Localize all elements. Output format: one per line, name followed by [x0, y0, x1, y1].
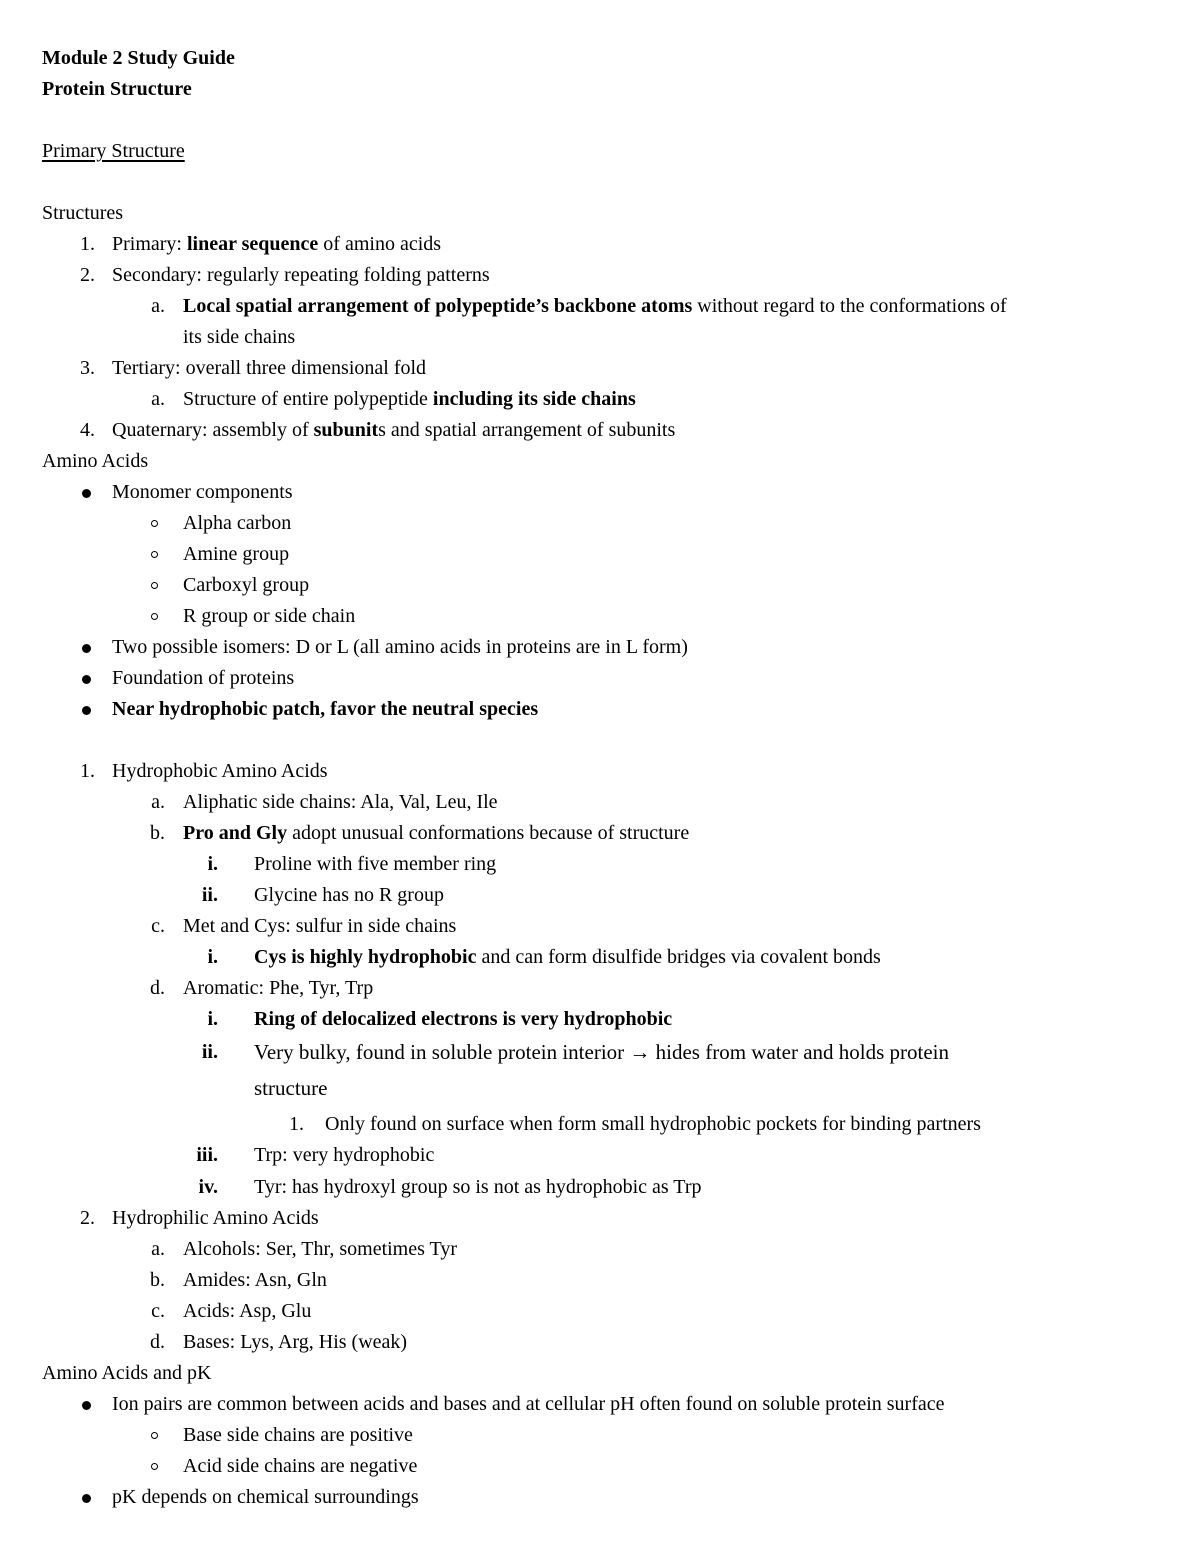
bullet-dot [82, 489, 91, 498]
list-marker: i. [207, 946, 218, 968]
list-item-quaternary: Quaternary: assembly of subunits and spatial arrangement of subunits [112, 419, 676, 441]
list-marker: iv. [198, 1176, 218, 1198]
list-item-very-bulky-cont: structure [254, 1076, 328, 1100]
list-item-base-positive: Base side chains are positive [183, 1424, 413, 1446]
list-item-met-cys: Met and Cys: sulfur in side chains [183, 915, 457, 937]
list-item-trp: Trp: very hydrophobic [254, 1144, 435, 1166]
list-marker: a. [151, 388, 165, 410]
list-marker: b. [150, 1269, 165, 1291]
list-marker: d. [150, 1331, 165, 1353]
list-item-tertiary: Tertiary: overall three dimensional fold [112, 357, 427, 379]
document-title: Module 2 Study Guide [42, 47, 235, 69]
bullet-circle [151, 1432, 158, 1439]
bullet-circle [151, 551, 158, 558]
list-item-hydrophilic-heading: Hydrophilic Amino Acids [112, 1207, 319, 1229]
list-marker: 2. [80, 1207, 95, 1229]
bullet-circle [151, 582, 158, 589]
list-marker: a. [151, 791, 165, 813]
list-item-bases: Bases: Lys, Arg, His (weak) [183, 1331, 408, 1353]
list-marker: ii. [201, 884, 218, 906]
list-marker: ii. [201, 1041, 218, 1063]
list-marker: c. [151, 915, 165, 937]
list-item-acid-negative: Acid side chains are negative [183, 1455, 418, 1477]
bullet-dot [82, 1494, 91, 1503]
list-item-aliphatic: Aliphatic side chains: Ala, Val, Leu, Ile [183, 791, 498, 813]
list-item-acids: Acids: Asp, Glu [183, 1300, 312, 1322]
bullet-dot [82, 1401, 91, 1410]
list-marker: 2. [80, 264, 95, 286]
list-item-alpha-carbon: Alpha carbon [183, 512, 292, 534]
list-item-cys-hydrophobic: Cys is highly hydrophobic and can form disulfide bridges via covalent bonds [254, 946, 881, 968]
list-item-very-bulky: Very bulky, found in soluble protein interior → hides from water and holds protein [254, 1040, 949, 1064]
list-marker: d. [150, 977, 165, 999]
bullet-circle [151, 1463, 158, 1470]
list-marker: a. [151, 1238, 165, 1260]
list-marker: i. [207, 1008, 218, 1030]
list-item-proline: Proline with five member ring [254, 853, 497, 875]
list-item-tyr: Tyr: has hydroxyl group so is not as hydrophobic as Trp [254, 1176, 702, 1198]
list-item-aromatic: Aromatic: Phe, Tyr, Trp [183, 977, 374, 999]
list-item-ring-electrons: Ring of delocalized electrons is very hydrophobic [254, 1008, 673, 1030]
list-marker: 1. [80, 760, 95, 782]
list-marker: c. [151, 1300, 165, 1322]
list-item-amides: Amides: Asn, Gln [183, 1269, 327, 1291]
bullet-circle [151, 520, 158, 527]
list-item-tertiary-a: Structure of entire polypeptide including its side chains [183, 388, 636, 410]
list-marker: 1. [80, 233, 95, 255]
list-item-hydrophobic-heading: Hydrophobic Amino Acids [112, 760, 328, 782]
list-item-amine-group: Amine group [183, 543, 290, 565]
list-item-ion-pairs: Ion pairs are common between acids and bases and at cellular pH often found on soluble protein surface [112, 1393, 945, 1415]
list-marker: a. [151, 295, 165, 317]
bullet-circle [151, 613, 158, 620]
list-marker: b. [150, 822, 165, 844]
heading-amino-acids-pk: Amino Acids and pK [42, 1362, 212, 1384]
list-item-r-group: R group or side chain [183, 605, 356, 627]
heading-amino-acids: Amino Acids [42, 450, 149, 472]
list-item-monomer: Monomer components [112, 481, 293, 503]
list-item-isomers: Two possible isomers: D or L (all amino acids in proteins are in L form) [112, 636, 688, 658]
list-item-alcohols: Alcohols: Ser, Thr, sometimes Tyr [183, 1238, 458, 1260]
list-item-surface-pockets: Only found on surface when form small hydrophobic pockets for binding partners [325, 1113, 981, 1135]
list-item-pro-gly: Pro and Gly adopt unusual conformations because of structure [183, 822, 690, 844]
list-item-secondary-a: Local spatial arrangement of polypeptide’s backbone atoms without regard to the conformations of [183, 295, 1007, 317]
section-heading-primary-structure: Primary Structure [42, 140, 185, 162]
list-marker: 4. [80, 419, 95, 441]
list-item-hydrophobic-patch: Near hydrophobic patch, favor the neutral species [112, 698, 539, 720]
list-item-secondary: Secondary: regularly repeating folding patterns [112, 264, 490, 286]
list-marker: iii. [196, 1144, 218, 1166]
list-item-carboxyl-group: Carboxyl group [183, 574, 310, 596]
list-item-pk-depends: pK depends on chemical surroundings [112, 1486, 419, 1508]
list-marker: 1. [289, 1113, 304, 1135]
list-marker: i. [207, 853, 218, 875]
list-marker: 3. [80, 357, 95, 379]
bullet-dot [82, 706, 91, 715]
list-item-glycine: Glycine has no R group [254, 884, 444, 906]
bullet-dot [82, 675, 91, 684]
list-item-primary: Primary: linear sequence of amino acids [112, 233, 442, 255]
bullet-dot [82, 644, 91, 653]
list-item-secondary-a-cont: its side chains [183, 326, 296, 348]
heading-structures: Structures [42, 202, 124, 224]
document-subtitle: Protein Structure [42, 78, 192, 100]
list-item-foundation: Foundation of proteins [112, 667, 295, 689]
